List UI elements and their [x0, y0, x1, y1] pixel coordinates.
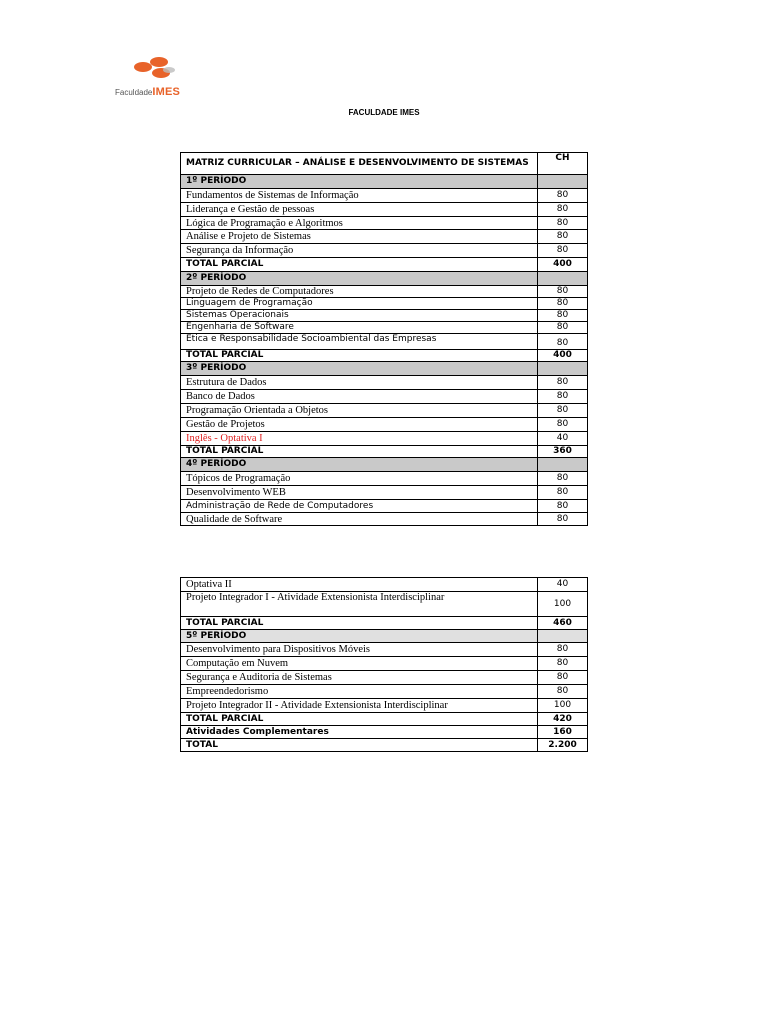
- course-ch: 80: [538, 203, 588, 217]
- course-ch: 80: [538, 486, 588, 500]
- course-name: Programação Orientada a Objetos: [181, 404, 538, 418]
- course-name: Ética e Responsabilidade Socioambiental das Empresas: [181, 334, 538, 350]
- total-row: [181, 446, 588, 458]
- course-ch: 80: [538, 390, 588, 404]
- course-name: Sistemas Operacionais: [181, 310, 538, 322]
- period-1-row: [181, 175, 588, 189]
- grand-total-row: [181, 739, 588, 752]
- table-row: [181, 230, 588, 244]
- table-row: [181, 657, 588, 671]
- course-name: Linguagem de Programação: [181, 298, 538, 310]
- course-ch: 80: [538, 298, 588, 310]
- course-ch: 80: [538, 643, 588, 657]
- table-row: [181, 217, 588, 230]
- course-name: Projeto Integrador I - Atividade Extensionista Interdisciplinar: [181, 592, 538, 617]
- course-name: Segurança e Auditoria de Sistemas: [181, 671, 538, 685]
- course-ch: 80: [538, 418, 588, 432]
- course-name: Gestão de Projetos: [181, 418, 538, 432]
- course-name: Optativa II: [181, 578, 538, 592]
- total-ch: 400: [538, 258, 588, 272]
- period-5-row: [181, 630, 588, 643]
- total-row: [181, 617, 588, 630]
- total-row: [181, 350, 588, 362]
- table-row: [181, 298, 588, 310]
- course-name: Engenharia de Software: [181, 322, 538, 334]
- course-name: Análise e Projeto de Sistemas: [181, 230, 538, 244]
- course-ch: 80: [538, 334, 588, 350]
- course-ch: 100: [538, 592, 588, 617]
- course-ch: 80: [538, 376, 588, 390]
- course-ch: 40: [538, 432, 588, 446]
- total-label: TOTAL PARCIAL: [181, 713, 538, 726]
- table-row: [181, 500, 588, 513]
- complementares-ch: 160: [538, 726, 588, 739]
- course-name: Lógica de Programação e Algoritmos: [181, 217, 538, 230]
- table-row: [181, 513, 588, 526]
- curriculum-table-1: [180, 152, 588, 526]
- course-name: Desenvolvimento para Dispositivos Móveis: [181, 643, 538, 657]
- table-row: [181, 418, 588, 432]
- course-name: Estrutura de Dados: [181, 376, 538, 390]
- total-label: TOTAL PARCIAL: [181, 617, 538, 630]
- faculdade-imes-logo: [115, 56, 185, 100]
- table-row: [181, 486, 588, 500]
- total-row: [181, 258, 588, 272]
- period-2-row: [181, 272, 588, 286]
- table-row: [181, 432, 588, 446]
- total-ch: 420: [538, 713, 588, 726]
- table-row: [181, 685, 588, 699]
- course-name: Segurança da Informação: [181, 244, 538, 258]
- course-ch: 80: [538, 286, 588, 298]
- course-ch: 80: [538, 244, 588, 258]
- total-ch: 360: [538, 446, 588, 458]
- period-3-label: 3º PERÍODO: [181, 362, 538, 376]
- course-ch: 80: [538, 500, 588, 513]
- table-header-row: [181, 153, 588, 175]
- course-name: Tópicos de Programação: [181, 472, 538, 486]
- table-row: [181, 322, 588, 334]
- period-4-label: 4º PERÍODO: [181, 458, 538, 472]
- course-name: Qualidade de Software: [181, 513, 538, 526]
- total-row: [181, 713, 588, 726]
- period-1-label: 1º PERÍODO: [181, 175, 538, 189]
- table-row: [181, 376, 588, 390]
- grand-total-label: TOTAL: [181, 739, 538, 752]
- course-ch: 80: [538, 230, 588, 244]
- course-ch: 80: [538, 310, 588, 322]
- grand-total-ch: 2.200: [538, 739, 588, 752]
- total-label: TOTAL PARCIAL: [181, 446, 538, 458]
- course-name: Desenvolvimento WEB: [181, 486, 538, 500]
- table-row: [181, 643, 588, 657]
- table-row: [181, 578, 588, 592]
- course-name: Empreendedorismo: [181, 685, 538, 699]
- course-name: Banco de Dados: [181, 390, 538, 404]
- page-title: FACULDADE IMES: [348, 108, 420, 117]
- course-ch: 80: [538, 404, 588, 418]
- course-ch: 40: [538, 578, 588, 592]
- course-name-optativa: Inglês - Optativa I: [181, 432, 538, 446]
- logo-mark-icon: [129, 56, 177, 82]
- table-row: [181, 671, 588, 685]
- table-row: [181, 310, 588, 322]
- table-row: [181, 390, 588, 404]
- course-name: Computação em Nuvem: [181, 657, 538, 671]
- course-ch: 80: [538, 671, 588, 685]
- table-row: [181, 244, 588, 258]
- complementares-label: Atividades Complementares: [181, 726, 538, 739]
- total-label: TOTAL PARCIAL: [181, 258, 538, 272]
- table-row: [181, 472, 588, 486]
- course-name: Projeto Integrador II - Atividade Extensionista Interdisciplinar: [181, 699, 538, 713]
- period-4-row: [181, 458, 588, 472]
- course-name: Administração de Rede de Computadores: [181, 500, 538, 513]
- course-ch: 80: [538, 685, 588, 699]
- complementares-row: [181, 726, 588, 739]
- course-ch: 80: [538, 657, 588, 671]
- table-row: [181, 203, 588, 217]
- course-ch: 80: [538, 472, 588, 486]
- table-row: [181, 286, 588, 298]
- course-ch: 80: [538, 189, 588, 203]
- table-row: [181, 592, 588, 617]
- total-label: TOTAL PARCIAL: [181, 350, 538, 362]
- course-ch: 100: [538, 699, 588, 713]
- course-name: Liderança e Gestão de pessoas: [181, 203, 538, 217]
- table-row: [181, 699, 588, 713]
- logo-wordmark-big: IMES: [152, 86, 181, 98]
- course-name: Projeto de Redes de Computadores: [181, 286, 538, 298]
- total-ch: 400: [538, 350, 588, 362]
- course-ch: 80: [538, 217, 588, 230]
- logo-wordmark-small: Faculdade: [115, 88, 153, 97]
- period-5-label: 5º PERÍODO: [181, 630, 538, 643]
- table-row: [181, 334, 588, 350]
- table-header-ch: CH: [538, 153, 588, 175]
- table-header-label: MATRIZ CURRICULAR – ANÁLISE E DESENVOLVIMENTO DE SISTEMAS: [181, 153, 538, 175]
- table-row: [181, 404, 588, 418]
- period-2-label: 2º PERÍODO: [181, 272, 538, 286]
- table-row: [181, 189, 588, 203]
- curriculum-table-2: [180, 577, 588, 752]
- total-ch: 460: [538, 617, 588, 630]
- course-ch: 80: [538, 322, 588, 334]
- course-name: Fundamentos de Sistemas de Informação: [181, 189, 538, 203]
- period-3-row: [181, 362, 588, 376]
- course-ch: 80: [538, 513, 588, 526]
- logo-wordmark: [115, 82, 180, 100]
